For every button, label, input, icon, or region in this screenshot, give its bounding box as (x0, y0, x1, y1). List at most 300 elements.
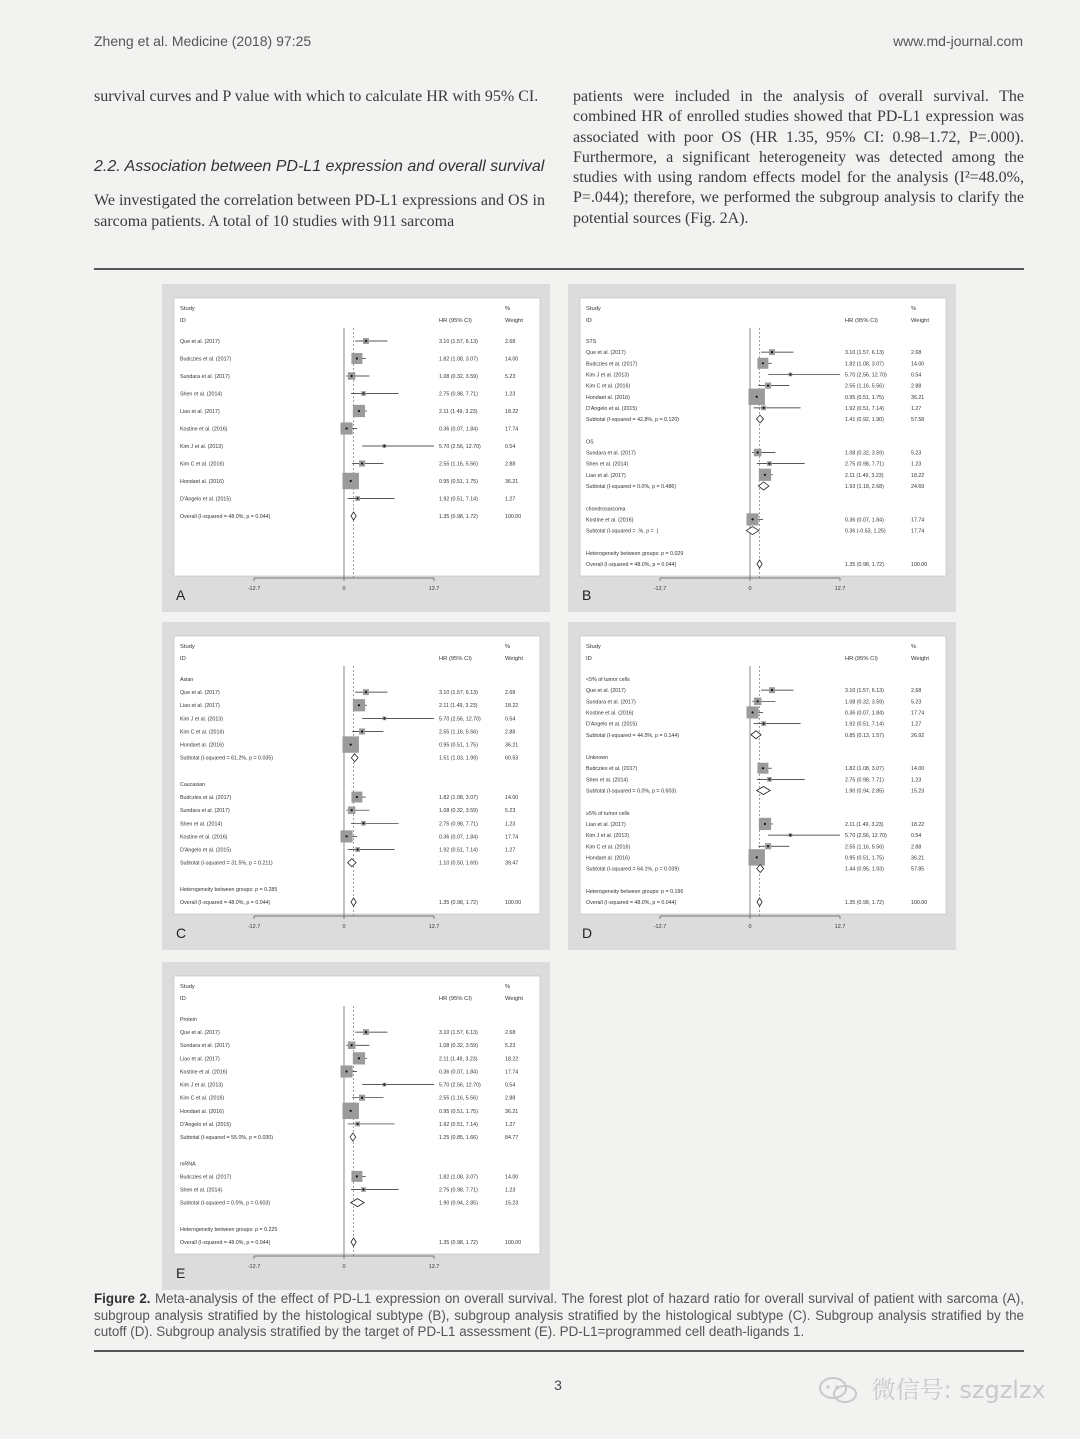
point-estimate (768, 463, 770, 465)
study-label: Sundara et al. (2017) (180, 808, 230, 815)
header-percent: % (505, 644, 511, 650)
hr-ci-value: 1.25 (0.85, 1.66) (439, 1135, 478, 1142)
overall-label: Overall (I-squared = 48.0%, p = 0.044) (180, 900, 271, 906)
x-tick-label: 12.7 (834, 586, 846, 592)
header-percent: % (505, 306, 511, 312)
hr-ci-value: 2.55 (1.16, 5.56) (439, 729, 478, 736)
study-label: Kim J et al. (2013) (180, 444, 223, 450)
weight-value: 100.00 (505, 514, 522, 520)
study-label: Budczies et al. (2017) (180, 356, 232, 363)
study-label: D'Angelo et al. (2015) (586, 721, 638, 728)
hr-ci-value: 1.51 (1.03, 1.99) (439, 755, 478, 762)
study-label: Hondaet al. (2016) (586, 394, 630, 401)
hr-ci-value: 5.70 (2.56, 12.70) (439, 1082, 481, 1089)
point-estimate (357, 848, 359, 850)
weight-value: 17.74 (505, 834, 519, 841)
subgroup-label: Protein (180, 1017, 197, 1023)
forest-plot-panel-c (162, 622, 550, 950)
subtotal-label: Subtotal (I-squared = 42.8%, p = 0.120) (586, 417, 680, 424)
hr-ci-value: 5.70 (2.56, 12.70) (439, 444, 481, 450)
forest-plot-e (162, 962, 550, 1290)
subgroup-label: Asian (180, 677, 194, 683)
heterogeneity-label: Heterogeneity between groups: p = 0.196 (586, 888, 684, 895)
overall-label: Overall (I-squared = 48.0%, p = 0.044) (180, 514, 271, 520)
header-percent: % (505, 984, 511, 990)
hr-ci-value: 1.41 (0.92, 1.90) (845, 417, 884, 424)
subgroup-label: STS (586, 339, 597, 345)
panel-letter: B (582, 587, 592, 603)
hr-ci-value: 2.11 (1.49, 3.23) (845, 472, 884, 479)
header-id: ID (586, 318, 592, 324)
point-estimate (763, 407, 765, 409)
weight-value: 39.47 (505, 860, 519, 867)
study-label: Sundara et al. (2017) (586, 699, 636, 706)
study-label: Que et al. (2017) (586, 350, 626, 357)
study-label: Kim C et al. (2016) (180, 1095, 225, 1102)
weight-value: 2.68 (911, 350, 922, 357)
subgroup-label: Unknown (586, 755, 609, 762)
subgroup-label: <5% of tumor cells (586, 677, 630, 683)
header-study: Study (180, 984, 195, 990)
point-estimate (351, 809, 353, 811)
study-label: Kostine et al. (2016) (586, 517, 634, 524)
weight-value: 1.23 (505, 391, 516, 398)
study-label: Kim C et al. (2016) (586, 844, 631, 851)
point-estimate (361, 730, 363, 732)
study-label: Hondaet al. (2016) (586, 855, 630, 862)
x-tick-label: 0 (342, 586, 346, 592)
hr-ci-value: 0.36 (0.07, 1.84) (845, 517, 884, 524)
point-estimate (361, 1097, 363, 1099)
weight-value: 57.58 (911, 417, 925, 424)
subgroup-label: ≥5% of tumor cells (586, 810, 630, 817)
hr-ci-value: 5.70 (2.56, 12.70) (439, 716, 481, 723)
hr-ci-value: 1.82 (1.08, 3.07) (439, 795, 478, 802)
study-label: Sundara et al. (2017) (180, 1043, 230, 1050)
weight-value: 2.88 (505, 461, 516, 468)
point-estimate (768, 778, 770, 780)
panel-letter: C (176, 925, 187, 941)
weight-value: 14.00 (505, 356, 519, 363)
header-hr: HR (95% CI) (439, 318, 472, 324)
subtotal-label: Subtotal (I-squared = 31.5%, p = 0.211) (180, 860, 273, 867)
point-estimate (763, 723, 765, 725)
study-label: Que et al. (2017) (586, 688, 626, 695)
study-label: Kim C et al. (2016) (180, 729, 225, 736)
subtotal-label: Subtotal (I-squared = 55.0%, p = 0.030) (180, 1135, 274, 1142)
study-label: Kim C et al. (2016) (180, 461, 225, 468)
weight-value: 18.22 (911, 821, 925, 828)
point-estimate (362, 822, 364, 824)
study-label: Kostine et al. (2016) (180, 426, 228, 433)
weight-value: 36.21 (505, 479, 519, 485)
hr-ci-value: 1.92 (0.51, 7.14) (439, 1121, 478, 1128)
hr-ci-value: 2.55 (1.16, 5.56) (845, 844, 884, 851)
point-estimate (365, 691, 367, 693)
point-estimate (345, 1070, 347, 1072)
weight-value: 15.23 (911, 788, 925, 795)
study-label: D'Angelo et al. (2015) (180, 496, 232, 503)
header-percent: % (911, 306, 917, 312)
point-estimate (362, 392, 364, 394)
weight-value: 18.22 (505, 1056, 519, 1063)
header-weight: Weight (505, 996, 523, 1002)
point-estimate (356, 357, 358, 359)
study-label: Liao et al. (2017) (180, 1056, 220, 1063)
figure-caption (94, 1291, 1024, 1341)
subtotal-label: Subtotal (I-squared = 64.1%, p = 0.039) (586, 866, 680, 873)
figure-label: Figure 2. (94, 1291, 151, 1306)
hr-ci-value: 1.35 (0.98, 1.72) (845, 900, 884, 906)
hr-ci-value: 5.70 (2.56, 12.70) (845, 833, 887, 840)
hr-ci-value: 0.36 (0.07, 1.84) (439, 834, 478, 841)
heterogeneity-label: Heterogeneity between groups: p = 0.029 (586, 550, 684, 557)
header-id: ID (586, 656, 592, 662)
running-header-left: Zheng et al. Medicine (2018) 97:25 (94, 33, 312, 49)
forest-plot-panel-a (162, 284, 550, 612)
weight-value: 1.27 (505, 496, 516, 503)
header-weight: Weight (505, 318, 523, 324)
weight-value: 84.77 (505, 1135, 519, 1142)
study-label: Budczies et al. (2017) (180, 795, 232, 802)
text-column-left (94, 87, 545, 232)
hr-ci-value: 1.08 (0.32, 3.59) (439, 374, 478, 380)
weight-value: 1.23 (505, 821, 516, 828)
hr-ci-value: 3.10 (1.57, 6.13) (845, 688, 884, 695)
weight-value: 100.00 (505, 1240, 522, 1246)
weight-value: 2.88 (911, 383, 922, 390)
x-tick-label: -12.7 (247, 1264, 261, 1270)
hr-ci-value: 2.55 (1.16, 5.56) (439, 1095, 478, 1102)
hr-ci-value: 2.75 (0.98, 7.71) (845, 461, 884, 468)
header-hr: HR (95% CI) (439, 996, 472, 1002)
x-tick-label: 12.7 (428, 586, 440, 592)
study-label: Que et al. (2017) (180, 690, 220, 697)
hr-ci-value: 0.95 (0.51, 1.75) (439, 479, 478, 485)
overall-label: Overall (I-squared = 48.0%, p = 0.044) (586, 900, 677, 906)
hr-ci-value: 5.70 (2.56, 12.70) (845, 372, 887, 379)
point-estimate (345, 427, 347, 429)
hr-ci-value: 1.92 (0.51, 7.14) (845, 721, 884, 728)
study-label: D'Angelo et al. (2015) (180, 1121, 232, 1128)
point-estimate (357, 497, 359, 499)
weight-value: 2.68 (505, 1030, 516, 1037)
header-study: Study (180, 644, 195, 650)
header-percent: % (911, 644, 917, 650)
weight-value: 60.53 (505, 755, 519, 762)
point-estimate (383, 717, 385, 719)
study-label: Liao et al. (2017) (586, 821, 626, 828)
overall-label: Overall (I-squared = 48.0%, p = 0.044) (180, 1240, 271, 1246)
hr-ci-value: 1.92 (0.51, 7.14) (845, 405, 884, 412)
study-label: Shen et al. (2014) (586, 461, 629, 468)
hr-ci-value: 1.08 (0.32, 3.59) (439, 1043, 478, 1050)
forest-plot-b (568, 284, 956, 612)
study-label: Liao et al. (2017) (180, 409, 220, 415)
point-estimate (767, 385, 769, 387)
hr-ci-value: 0.36 (0.07, 1.84) (439, 1069, 478, 1076)
hr-ci-value: 1.92 (0.51, 7.14) (439, 847, 478, 854)
point-estimate (789, 373, 791, 375)
point-estimate (358, 1057, 360, 1059)
study-label: Kim J et al. (2013) (586, 372, 629, 379)
header-hr: HR (95% CI) (845, 656, 878, 662)
hr-ci-value: 3.10 (1.57, 6.13) (439, 690, 478, 697)
x-tick-label: -12.7 (653, 586, 667, 592)
page-number: 3 (554, 1377, 562, 1393)
weight-value: 1.23 (505, 1187, 516, 1194)
weight-value: 2.68 (911, 688, 922, 695)
header-weight: Weight (505, 656, 523, 662)
figure-caption-text: Meta-analysis of the effect of PD-L1 expression on overall survival. The forest plot of hazard ratio for overall survival of patient with sarcoma (A), subgroup analysis stratified by the histological subtype (B), subgroup analysis stratified by the histological subtype (C). Subgroup analysis stratified by the cutoff (D). Subgroup analysis stratified by the target of PD-L1 assessment (E). PD-L1=programmed cell death-ligands 1. (94, 1291, 1024, 1339)
header-hr: HR (95% CI) (439, 656, 472, 662)
wechat-icon (818, 1376, 858, 1406)
weight-value: 57.85 (911, 866, 925, 873)
hr-ci-value: 1.82 (1.08, 3.07) (845, 361, 884, 368)
weight-value: 2.88 (911, 844, 922, 851)
point-estimate (764, 474, 766, 476)
x-tick-label: 0 (748, 924, 752, 930)
panel-letter: D (582, 925, 593, 941)
weight-value: 17.74 (911, 528, 925, 535)
header-hr: HR (95% CI) (845, 318, 878, 324)
running-header-right: www.md-journal.com (893, 33, 1023, 49)
study-label: Budczies et al. (2017) (586, 361, 638, 368)
forest-plot-c (162, 622, 550, 950)
weight-value: 26.92 (911, 732, 925, 739)
study-label: Sundara et al. (2017) (586, 450, 636, 457)
x-tick-label: 12.7 (834, 924, 846, 930)
study-label: D'Angelo et al. (2015) (586, 405, 638, 412)
watermark-text: 微信号: szgzlzx (871, 1376, 1046, 1404)
point-estimate (357, 1123, 359, 1125)
study-label: Que et al. (2017) (180, 339, 220, 345)
hr-ci-value: 2.75 (0.98, 7.71) (439, 821, 478, 828)
top-rule (94, 268, 1024, 270)
forest-plot-panel-e (162, 962, 550, 1290)
weight-value: 100.00 (505, 900, 522, 906)
point-estimate (350, 1110, 352, 1112)
hr-ci-value: 2.75 (0.98, 7.71) (845, 777, 884, 784)
hr-ci-value: 2.75 (0.98, 7.71) (439, 391, 478, 398)
point-estimate (789, 834, 791, 836)
point-estimate (764, 823, 766, 825)
study-label: Kostine et al. (2016) (180, 1069, 228, 1076)
x-tick-label: 0 (342, 924, 346, 930)
hr-ci-value: 2.11 (1.49, 3.23) (845, 821, 884, 828)
weight-value: 24.69 (911, 483, 925, 490)
weight-value: 1.23 (911, 777, 922, 784)
hr-ci-value: 1.90 (0.94, 2.85) (845, 788, 884, 795)
point-estimate (350, 743, 352, 745)
hr-ci-value: 1.44 (0.95, 1.93) (845, 866, 884, 873)
weight-value: 5.23 (911, 699, 922, 706)
x-tick-label: 0 (748, 586, 752, 592)
weight-value: 2.68 (505, 690, 516, 697)
point-estimate (356, 796, 358, 798)
header-weight: Weight (911, 656, 929, 662)
point-estimate (756, 396, 758, 398)
weight-value: 1.27 (911, 721, 922, 728)
hr-ci-value: 2.75 (0.98, 7.71) (439, 1187, 478, 1194)
weight-value: 100.00 (911, 900, 928, 906)
hr-ci-value: 3.10 (1.57, 6.13) (439, 1030, 478, 1037)
subgroup-label: mRNA (180, 1161, 196, 1168)
x-tick-label: 12.7 (428, 1264, 440, 1270)
weight-value: 1.23 (911, 461, 922, 468)
hr-ci-value: 2.11 (1.49, 3.23) (439, 1056, 478, 1063)
hr-ci-value: 3.10 (1.57, 6.13) (845, 350, 884, 357)
study-label: Kostine et al. (2016) (586, 710, 634, 717)
hr-ci-value: 2.11 (1.49, 3.23) (439, 703, 478, 710)
hr-ci-value: 1.90 (0.94, 2.85) (439, 1200, 478, 1207)
weight-value: 0.54 (505, 1082, 516, 1089)
weight-value: 2.68 (505, 339, 516, 345)
subtotal-label: Subtotal (I-squared = 61.2%, p = 0.035) (180, 755, 274, 762)
weight-value: 0.54 (505, 444, 516, 450)
body-paragraph: patients were included in the analysis of overall survival. The combined HR of enrolled studies showed that PD-L1 expression was associated with poor OS (HR 1.35, 95% CI: 0.98–1.72, P=.000). Furthermore, a significant heterogeneity was detected among the studies with using random effects model for the analysis (I²=48.0%, P=.044); therefore, we performed the subgroup analysis to clarify the potential sources (Fig. 2A). (573, 88, 1024, 227)
point-estimate (350, 480, 352, 482)
x-tick-label: -12.7 (653, 924, 667, 930)
weight-value: 14.00 (911, 766, 925, 773)
study-label: Que et al. (2017) (180, 1030, 220, 1037)
x-tick-label: 0 (342, 1264, 346, 1270)
x-tick-label: 12.7 (428, 924, 440, 930)
weight-value: 2.88 (505, 1095, 516, 1102)
point-estimate (767, 845, 769, 847)
weight-value: 14.00 (505, 795, 519, 802)
study-label: Budczies et al. (2017) (586, 766, 638, 773)
hr-ci-value: 0.36 (0.07, 1.84) (439, 426, 478, 433)
weight-value: 1.27 (505, 1121, 516, 1128)
weight-value: 5.23 (505, 1043, 516, 1050)
subtotal-label: Subtotal (I-squared = 0.0%, p = 0.603) (586, 788, 677, 795)
plot-area (174, 298, 540, 576)
hr-ci-value: 0.95 (0.51, 1.75) (439, 1108, 478, 1115)
panel-letter: A (176, 587, 186, 603)
study-label: Hondaet al. (2016) (180, 742, 224, 749)
weight-value: 1.27 (505, 847, 516, 854)
study-label: Kostine et al. (2016) (180, 834, 228, 841)
study-label: Kim J et al. (2013) (180, 716, 223, 723)
plot-area (174, 636, 540, 914)
subgroup-label: Caucasian (180, 781, 206, 788)
point-estimate (356, 1175, 358, 1177)
study-label: Kim J et al. (2013) (586, 833, 629, 840)
hr-ci-value: 0.95 (0.51, 1.75) (439, 742, 478, 749)
header-id: ID (180, 996, 186, 1002)
header-study: Study (586, 306, 601, 312)
header-study: Study (180, 306, 195, 312)
hr-ci-value: 0.36 (0.07, 1.84) (845, 710, 884, 717)
study-label: Hondaet al. (2016) (180, 479, 224, 485)
hr-ci-value: 0.36 (-0.53, 1.25) (845, 528, 886, 535)
hr-ci-value: 2.55 (1.16, 5.56) (439, 461, 478, 468)
x-tick-label: -12.7 (247, 924, 261, 930)
weight-value: 0.54 (911, 372, 922, 379)
weight-value: 5.23 (505, 374, 516, 380)
study-label: Sundara et al. (2017) (180, 374, 230, 380)
hr-ci-value: 1.35 (0.98, 1.72) (439, 900, 478, 906)
forest-plot-panel-d (568, 622, 956, 950)
heterogeneity-label: Heterogeneity between groups: p = 0.285 (180, 886, 278, 893)
section-heading: 2.2. Association between PD-L1 expression and overall survival (94, 158, 545, 176)
point-estimate (762, 767, 764, 769)
point-estimate (757, 451, 759, 453)
study-label: Shen et al. (2014) (180, 391, 223, 398)
watermark (818, 1370, 1046, 1406)
body-paragraph: We investigated the correlation between PD-L1 expressions and OS in sarcoma patients. A total of 10 studies with 911 sarcoma (94, 192, 545, 230)
hr-ci-value: 1.35 (0.98, 1.72) (439, 1240, 478, 1246)
hr-ci-value: 0.85 (0.13, 1.57) (845, 732, 884, 739)
weight-value: 17.74 (911, 710, 925, 717)
hr-ci-value: 1.92 (0.51, 7.14) (439, 496, 478, 503)
point-estimate (358, 704, 360, 706)
weight-value: 2.88 (505, 729, 516, 736)
x-tick-label: -12.7 (247, 586, 261, 592)
point-estimate (358, 410, 360, 412)
hr-ci-value: 1.82 (1.08, 3.07) (845, 766, 884, 773)
study-label: Budczies et al. (2017) (180, 1174, 232, 1181)
text-column-right (573, 87, 1024, 229)
weight-value: 5.23 (505, 808, 516, 815)
weight-value: 18.22 (505, 409, 519, 415)
point-estimate (351, 375, 353, 377)
point-estimate (365, 1031, 367, 1033)
header-weight: Weight (911, 318, 929, 324)
header-study: Study (586, 644, 601, 650)
bottom-rule (94, 1350, 1024, 1352)
body-paragraph: survival curves and P value with which to calculate HR with 95% CI. (94, 88, 539, 105)
point-estimate (345, 835, 347, 837)
weight-value: 36.21 (505, 742, 519, 749)
subgroup-label: OS (586, 439, 594, 446)
weight-value: 14.00 (505, 1174, 519, 1181)
hr-ci-value: 2.55 (1.16, 5.56) (845, 383, 884, 390)
point-estimate (383, 445, 385, 447)
point-estimate (362, 1188, 364, 1190)
weight-value: 36.21 (911, 855, 925, 862)
point-estimate (751, 711, 753, 713)
study-label: Liao et al. (2017) (180, 703, 220, 710)
hr-ci-value: 0.95 (0.51, 1.75) (845, 394, 884, 401)
hr-ci-value: 1.35 (0.98, 1.72) (439, 514, 478, 520)
hr-ci-value: 1.35 (0.98, 1.72) (845, 562, 884, 568)
overall-label: Overall (I-squared = 48.0%, p = 0.044) (586, 562, 677, 568)
weight-value: 17.74 (505, 1069, 519, 1076)
weight-value: 36.21 (505, 1108, 519, 1115)
hr-ci-value: 1.82 (1.08, 3.07) (439, 356, 478, 363)
weight-value: 18.22 (505, 703, 519, 710)
forest-plot-a (162, 284, 550, 612)
study-label: Kim J et al. (2013) (180, 1082, 223, 1089)
hr-ci-value: 1.82 (1.08, 3.07) (439, 1174, 478, 1181)
hr-ci-value: 1.08 (0.32, 3.59) (845, 699, 884, 706)
subgroup-label: chondrosarcoma (586, 506, 626, 513)
study-label: D'Angelo et al. (2015) (180, 847, 232, 854)
forest-plot-d (568, 622, 956, 950)
point-estimate (351, 1044, 353, 1046)
subtotal-label: Subtotal (I-squared = 44.5%, p = 0.144) (586, 732, 680, 739)
hr-ci-value: 0.95 (0.51, 1.75) (845, 855, 884, 862)
panel-letter: E (176, 1265, 186, 1281)
header-id: ID (180, 656, 186, 662)
study-label: Shen et al. (2014) (180, 821, 223, 828)
hr-ci-value: 2.11 (1.49, 3.23) (439, 409, 478, 415)
subtotal-label: Subtotal (I-squared = .%, p = .) (586, 528, 659, 535)
point-estimate (771, 351, 773, 353)
weight-value: 0.54 (505, 716, 516, 723)
